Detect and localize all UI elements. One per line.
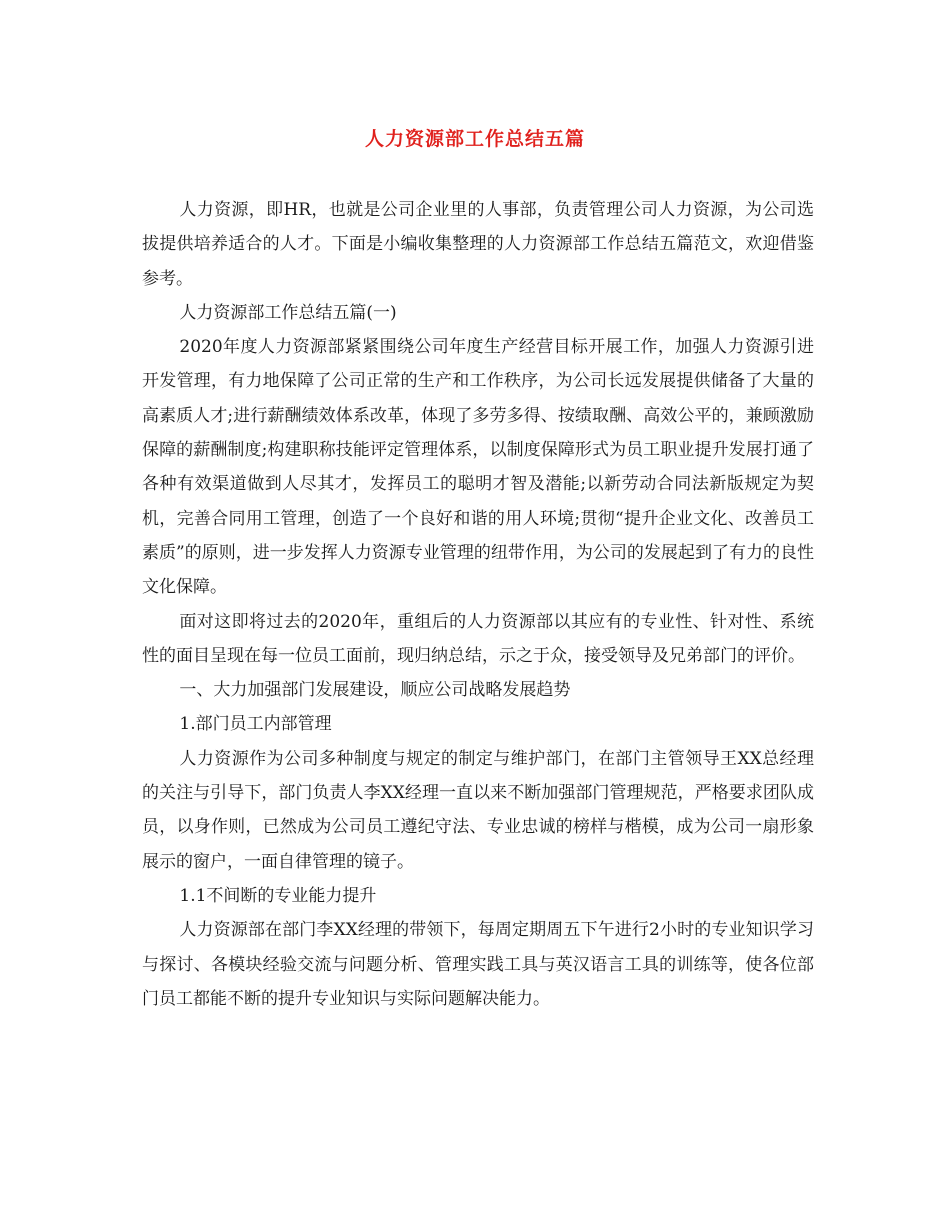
summary-paragraph: 2020年度人力资源部紧紧围绕公司年度生产经营目标开展工作，加强人力资源引进开发管理，有力地保障了公司正常的生产和工作秩序，为公司长远发展提供储备了大量的高素质人才;进行薪酬绩效体系改革，体现了多劳多得、按绩取酬、高效公平的，兼顾激励保障的薪酬制度;构建职称技能评定管理体系，以制度保障形式为员工职业提升发展打通了各种有效渠道做到人尽其才，发挥员工的聪明才智及潜能;以新劳动合同法新版规定为契机，完善合同用工管理，创造了一个良好和谐的用人环境;贯彻“提升企业文化、改善员工素质”的原则，进一步发挥人力资源专业管理的纽带作用，为公司的发展起到了有力的良性文化保障。	[142, 337, 814, 598]
professional-ability-paragraph: 人力资源部在部门李XX经理的带领下，每周定期周五下午进行2小时的专业知识学习与探讨、各模块经验交流与问题分析、管理实践工具与英汉语言工具的训练等，使各位部门员工都能不断的提升专业知识与实际问题解决能力。	[142, 920, 814, 1009]
heading-internal-management: 1.部门员工内部管理	[179, 714, 332, 735]
internal-management-paragraph: 人力资源作为公司多种制度与规定的制定与维护部门，在部门主管领导王XX总经理的关注与引导下，部门负责人李XX经理一直以来不断加强部门管理规范，严格要求团队成员，以身作则，已然成为公司员工遵纪守法、专业忠诚的榜样与楷模，成为公司一扇形象展示的窗户，一面自律管理的镜子。	[142, 748, 814, 872]
section-heading-part-one: 人力资源部工作总结五篇(一)	[179, 302, 397, 323]
heading-professional-ability: 1.1不间断的专业能力提升	[179, 885, 377, 906]
intro-paragraph: 人力资源，即HR，也就是公司企业里的人事部，负责管理公司人力资源，为公司选拔提供培养适合的人才。下面是小编收集整理的人力资源部工作总结五篇范文，欢迎借鉴参考。	[142, 200, 814, 289]
review-paragraph: 面对这即将过去的2020年，重组后的人力资源部以其应有的专业性、针对性、系统性的面目呈现在每一位员工面前，现归纳总结，示之于众，接受领导及兄弟部门的评价。	[142, 611, 814, 666]
heading-department-development: 一、大力加强部门发展建设，顺应公司战略发展趋势	[179, 680, 571, 701]
document-title: 人力资源部工作总结五篇	[364, 128, 585, 150]
document-body	[142, 193, 814, 1016]
